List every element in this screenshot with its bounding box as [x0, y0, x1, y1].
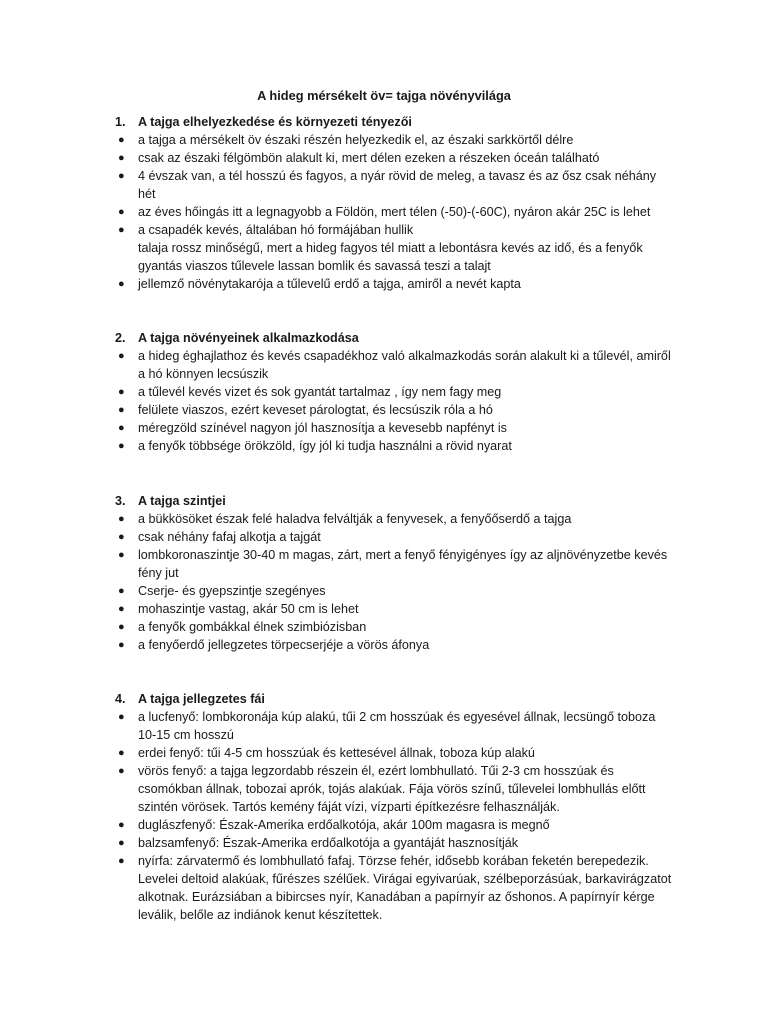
section-3 — [115, 492, 675, 654]
bullet-icon: ● — [118, 603, 125, 615]
bullet-icon: ● — [118, 134, 125, 146]
bullet-icon: ● — [118, 350, 125, 362]
bullet-icon: ● — [118, 224, 125, 236]
bullet-icon: ● — [118, 513, 125, 525]
section-2 — [115, 329, 675, 455]
section-1 — [115, 113, 675, 293]
bullet-icon: ● — [118, 440, 125, 452]
bullet-icon: ● — [118, 621, 125, 633]
section-heading — [115, 113, 675, 131]
list-item: ● a fenyők többsége örökzöld, így jól ki tudja használni a rövid nyarat — [118, 439, 512, 453]
section-heading — [115, 690, 675, 708]
list-item: ● mohaszintje vastag, akár 50 cm is lehet — [118, 602, 359, 616]
bullet-icon: ● — [118, 422, 125, 434]
bullet-icon: ● — [118, 152, 125, 164]
list-item: ● csak az északi félgömbön alakult ki, mert délen ezeken a részeken óceán található — [118, 151, 600, 165]
bullet-icon: ● — [118, 585, 125, 597]
list-item: ● 4 évszak van, a tél hosszú és fagyos, a nyár rövid de meleg, a tavasz és az ősz csak néhány hét — [118, 169, 657, 201]
bullet-icon: ● — [118, 639, 125, 651]
list-item: ● a tajga a mérsékelt öv északi részén helyezkedik el, az északi sarkkörtől délre — [118, 133, 574, 147]
list-item: ● duglászfenyő: Észak-Amerika erdőalkotója, akár 100m magasra is megnő — [118, 818, 550, 832]
list-item: ● a lucfenyő: lombkoronája kúp alakú, tűi 2 cm hosszúak és egyesével állnak, lecsüngő toboza 10-15 cm hosszú — [118, 710, 656, 742]
bullet-icon: ● — [118, 765, 125, 777]
list-item: ● az éves hőingás itt a legnagyobb a Földön, mert télen (-50)-(-60C), nyáron akár 25C is lehet — [118, 205, 651, 219]
section-title: A tajga növényeinek alkalmazkodása — [138, 331, 359, 345]
bullet-icon: ● — [118, 531, 125, 543]
list-item: ● a tűlevél kevés vizet és sok gyantát tartalmaz , így nem fagy meg — [118, 385, 502, 399]
list-item: ● nyírfa: zárvatermő és lombhullató fafaj. Törzse fehér, idősebb korában feketén berepedezik. Levelei deltoid alakúak, fűrészes szélűek. Virágai egyivarúak, szélbeporzásúak, barkavirágzatot alkotnak. Eurázsiában a bibircses nyír, Kanadában a papírnyír az őshonos. A papírnyír kérge leválik, belőle az indiánok kenut készítettek. — [118, 854, 672, 922]
list-item: ● jellemző növénytakarója a tűlevelű erdő a tajga, amiről a nevét kapta — [118, 277, 521, 291]
list-item: ● lombkoronaszintje 30-40 m magas, zárt, mert a fenyő fényigényes így az aljnövényzetbe kevés fény jut — [118, 548, 668, 580]
list-item: ● méregzöld színével nagyon jól hasznosítja a kevesebb napfényt is — [118, 421, 507, 435]
bullet-icon: ● — [118, 549, 125, 561]
bullet-icon: ● — [118, 386, 125, 398]
list-item: ● a hideg éghajlathoz és kevés csapadékhoz való alkalmazkodás során alakult ki a tűlevél, amiről a hó könnyen lecsúszik — [118, 349, 671, 381]
section-number: 1. — [115, 115, 126, 129]
bullet-icon: ● — [118, 855, 125, 867]
list-item: ● Cserje- és gyepszintje szegényes — [118, 584, 326, 598]
list-item: ● a bükkösöket észak felé haladva felváltják a fenyvesek, a fenyőőserdő a tajga — [118, 512, 572, 526]
bullet-icon: ● — [118, 206, 125, 218]
document-title: A hideg mérsékelt öv= tajga növényvilága — [257, 88, 511, 103]
section-heading — [115, 492, 675, 510]
section-number: 4. — [115, 692, 126, 706]
section-4 — [115, 690, 675, 924]
bullet-icon: ● — [118, 711, 125, 723]
list-item: ● a fenyőerdő jellegzetes törpecserjéje a vörös áfonya — [118, 638, 430, 652]
list-item: ● vörös fenyő: a tajga legzordabb részein él, ezért lombhullató. Tűi 2-3 cm hosszúak és csomókban állnak, tobozai aprók, tojás alakúak. Fája vörös színű, tűlevelei lombhullás előtt szintén vörösek. Tartós kemény fáját vízi, vízparti építkezésre felhasználják. — [118, 764, 646, 814]
section-number: 2. — [115, 331, 126, 345]
bullet-icon: ● — [118, 278, 125, 290]
list-item: ● a fenyők gombákkal élnek szimbiózisban — [118, 620, 367, 634]
bullet-icon: ● — [118, 837, 125, 849]
list-item: ● a csapadék kevés, általában hó formájában hullik — [118, 223, 414, 237]
section-heading — [115, 329, 675, 347]
bullet-icon: ● — [118, 819, 125, 831]
section-title: A tajga szintjei — [138, 494, 226, 508]
list-item: ● felülete viaszos, ezért keveset párologtat, és lecsúszik róla a hó — [118, 403, 493, 417]
list-item: ● erdei fenyő: tűi 4-5 cm hosszúak és kettesével állnak, toboza kúp alakú — [118, 746, 535, 760]
section-number: 3. — [115, 494, 126, 508]
list-item: ● csak néhány fafaj alkotja a tajgát — [118, 530, 321, 544]
list-item: talaja rossz minőségű, mert a hideg fagyos tél miatt a lebontásra kevés az idő, és a fenyők gyantás viaszos tűlevele lassan bomlik és savassá teszi a talajt — [138, 241, 643, 273]
list-item: ● balzsamfenyő: Észak-Amerika erdőalkotója a gyantáját hasznosítják — [118, 836, 519, 850]
bullet-icon: ● — [118, 404, 125, 416]
bullet-icon: ● — [118, 170, 125, 182]
section-title: A tajga elhelyezkedése és környezeti tényezői — [138, 115, 412, 129]
bullet-icon: ● — [118, 747, 125, 759]
section-title: A tajga jellegzetes fái — [138, 692, 265, 706]
